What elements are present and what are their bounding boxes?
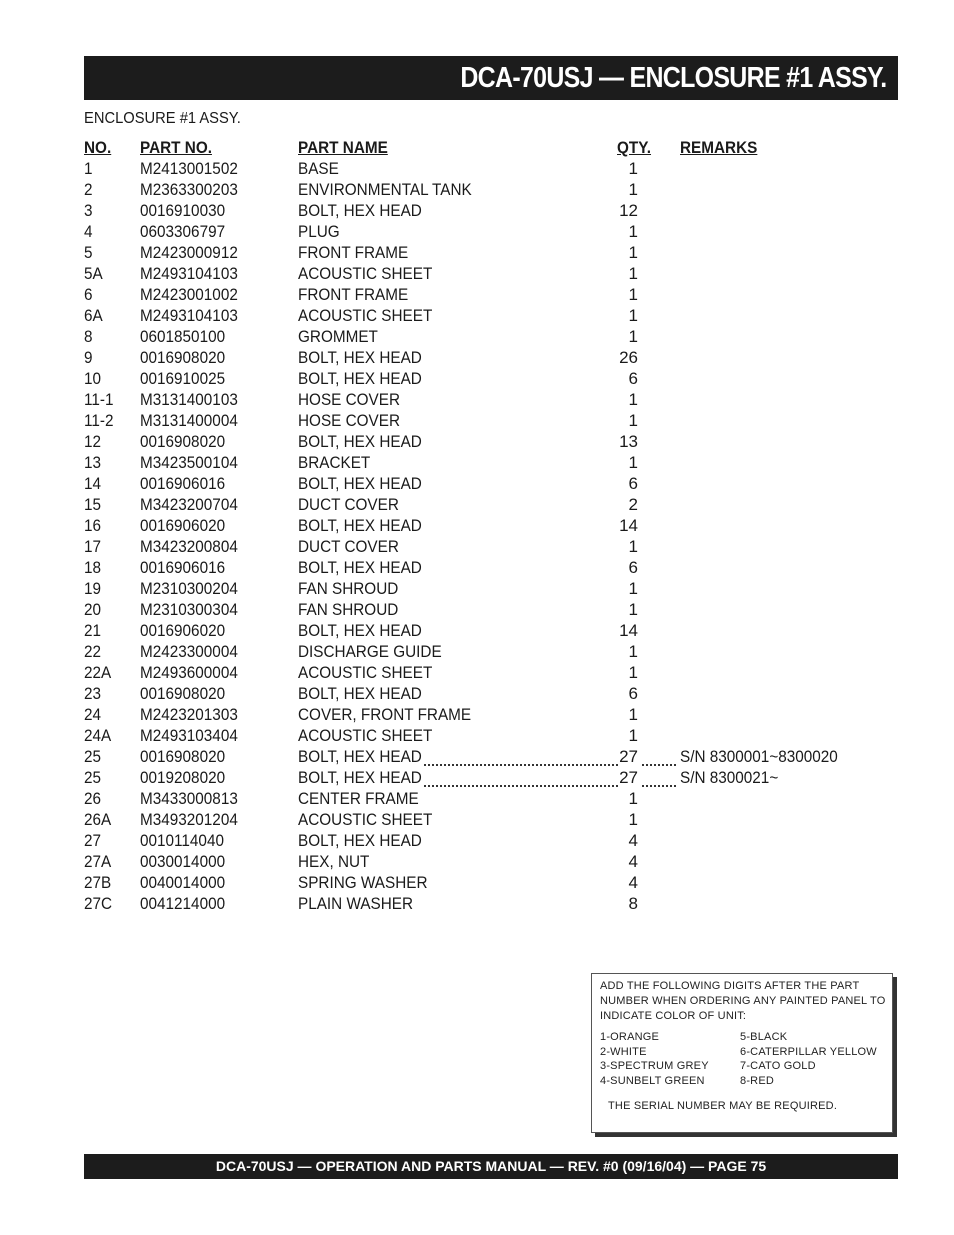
- part-number: M2423300004: [140, 642, 238, 661]
- column-header-remarks: REMARKS: [680, 138, 758, 157]
- table-row: [0, 264, 954, 285]
- part-number: M2423000912: [140, 243, 238, 262]
- remarks: S/N 8300021~: [680, 768, 779, 787]
- quantity: 6: [628, 558, 638, 577]
- part-number: M3131400004: [140, 411, 238, 430]
- table-header: [0, 138, 954, 159]
- quantity: 1: [628, 390, 638, 409]
- table-row: [0, 789, 954, 810]
- quantity: 6: [628, 684, 638, 703]
- page-footer-bar: [84, 1154, 898, 1179]
- part-name: BOLT, HEX HEAD: [298, 684, 422, 703]
- item-no: 21: [84, 621, 102, 640]
- table-row: [0, 579, 954, 600]
- part-name: COVER, FRONT FRAME: [298, 705, 472, 724]
- part-number: M3493201204: [140, 810, 238, 829]
- quantity: 1: [628, 789, 638, 808]
- part-name: DUCT COVER: [298, 495, 399, 514]
- item-no: 16: [84, 516, 102, 535]
- part-number: 0016908020: [140, 747, 226, 766]
- quantity: 27: [619, 768, 638, 787]
- part-name: BOLT, HEX HEAD: [298, 558, 422, 577]
- item-no: 27C: [84, 894, 113, 913]
- serial-note: THE SERIAL NUMBER MAY BE REQUIRED.: [608, 1100, 838, 1112]
- item-no: 18: [84, 558, 102, 577]
- table-row: [0, 306, 954, 327]
- table-row: [0, 348, 954, 369]
- table-row: [0, 747, 954, 768]
- quantity: 6: [628, 369, 638, 388]
- column-header-part-name: PART NAME: [298, 138, 388, 157]
- part-number: 0040014000: [140, 873, 226, 892]
- table-row: [0, 873, 954, 894]
- part-number: M3433000813: [140, 789, 238, 808]
- part-number: M2310300204: [140, 579, 238, 598]
- quantity: 1: [628, 159, 638, 178]
- item-no: 15: [84, 495, 102, 514]
- color-code: 1-ORANGE: [600, 1031, 660, 1043]
- quantity: 2: [628, 495, 638, 514]
- item-no: 1: [84, 159, 93, 178]
- quantity: 26: [619, 348, 638, 367]
- part-number: 0010114040: [140, 831, 224, 850]
- part-number: 0601850100: [140, 327, 226, 346]
- part-name: HEX, NUT: [298, 852, 370, 871]
- item-no: 20: [84, 600, 102, 619]
- part-name: DUCT COVER: [298, 537, 399, 556]
- table-row: [0, 663, 954, 684]
- quantity: 1: [628, 537, 638, 556]
- table-row: [0, 327, 954, 348]
- table-row: [0, 432, 954, 453]
- quantity: 1: [628, 600, 638, 619]
- item-no: 24: [84, 705, 102, 724]
- quantity: 1: [628, 243, 638, 262]
- item-no: 27B: [84, 873, 112, 892]
- part-name: GROMMET: [298, 327, 378, 346]
- part-number: M2493104103: [140, 306, 238, 325]
- quantity: 4: [628, 852, 638, 871]
- part-name: BOLT, HEX HEAD: [298, 432, 422, 451]
- part-name: BOLT, HEX HEAD: [298, 201, 422, 220]
- item-no: 26A: [84, 810, 112, 829]
- quantity: 27: [619, 747, 638, 766]
- quantity: 1: [628, 726, 638, 745]
- part-name: ENVIRONMENTAL TANK: [298, 180, 472, 199]
- color-code: 7-CATO GOLD: [740, 1060, 816, 1072]
- item-no: 24A: [84, 726, 112, 745]
- part-name: BOLT, HEX HEAD: [298, 369, 422, 388]
- item-no: 8: [84, 327, 93, 346]
- table-row: [0, 411, 954, 432]
- quantity: 6: [628, 474, 638, 493]
- part-name: BOLT, HEX HEAD: [298, 348, 422, 367]
- table-row: [0, 201, 954, 222]
- item-no: 19: [84, 579, 102, 598]
- quantity: 14: [619, 621, 638, 640]
- quantity: 4: [628, 873, 638, 892]
- item-no: 25: [84, 768, 102, 787]
- item-no: 6: [84, 285, 93, 304]
- quantity: 1: [628, 222, 638, 241]
- part-name: PLUG: [298, 222, 340, 241]
- part-name: CENTER FRAME: [298, 789, 419, 808]
- table-row: [0, 726, 954, 747]
- column-header-part-no: PART NO.: [140, 138, 212, 157]
- color-codes-left: [600, 1030, 709, 1088]
- quantity: 4: [628, 831, 638, 850]
- quantity: 1: [628, 579, 638, 598]
- quantity: 1: [628, 453, 638, 472]
- part-number: 0030014000: [140, 852, 226, 871]
- color-code: 4-SUNBELT GREEN: [600, 1074, 705, 1087]
- item-no: 25: [84, 747, 102, 766]
- paint-color-note: [591, 973, 893, 1133]
- part-number: M3131400103: [140, 390, 238, 409]
- item-no: 12: [84, 432, 102, 451]
- part-number: 0016908020: [140, 432, 226, 451]
- item-no: 2: [84, 180, 93, 199]
- table-row: [0, 684, 954, 705]
- part-number: M2493600004: [140, 663, 238, 682]
- table-row: [0, 243, 954, 264]
- dot-leader: [642, 783, 676, 787]
- part-name: BOLT, HEX HEAD: [298, 474, 422, 493]
- color-code: 6-CATERPILLAR YELLOW: [740, 1045, 877, 1058]
- color-code: 3-SPECTRUM GREY: [600, 1060, 709, 1072]
- quantity: 1: [628, 642, 638, 661]
- part-number: M3423500104: [140, 453, 238, 472]
- item-no: 13: [84, 453, 102, 472]
- part-name: BOLT, HEX HEAD: [298, 621, 422, 640]
- table-row: [0, 453, 954, 474]
- part-number: 0016906020: [140, 516, 226, 535]
- page-footer: DCA-70USJ — OPERATION AND PARTS MANUAL — REV. #0 (09/16/04) — PAGE 75: [215, 1158, 767, 1174]
- table-row: [0, 642, 954, 663]
- table-row: [0, 600, 954, 621]
- part-number: 0041214000: [140, 894, 226, 913]
- part-name: FRONT FRAME: [298, 243, 409, 262]
- item-no: 5: [84, 243, 93, 262]
- part-name: DISCHARGE GUIDE: [298, 642, 442, 661]
- table-row: [0, 516, 954, 537]
- quantity: 1: [628, 810, 638, 829]
- part-name: ACOUSTIC SHEET: [298, 726, 433, 745]
- table-row: [0, 495, 954, 516]
- dot-leader: [424, 783, 618, 787]
- part-name: BOLT, HEX HEAD: [298, 747, 422, 766]
- quantity: 1: [628, 180, 638, 199]
- part-name: BOLT, HEX HEAD: [298, 831, 422, 850]
- item-no: 22: [84, 642, 102, 661]
- table-row: [0, 705, 954, 726]
- part-number: M2493103404: [140, 726, 238, 745]
- table-row: [0, 621, 954, 642]
- column-header-no: NO.: [84, 138, 112, 157]
- part-number: M2413001502: [140, 159, 238, 178]
- section-label: ENCLOSURE #1 ASSY.: [84, 110, 241, 127]
- item-no: 27A: [84, 852, 112, 871]
- part-name: BOLT, HEX HEAD: [298, 516, 422, 535]
- quantity: 1: [628, 663, 638, 682]
- part-name: ACOUSTIC SHEET: [298, 264, 433, 283]
- part-number: 0016906016: [140, 474, 226, 493]
- quantity: 1: [628, 306, 638, 325]
- column-header-qty: QTY.: [617, 138, 652, 157]
- table-row: [0, 285, 954, 306]
- part-number: M3423200704: [140, 495, 238, 514]
- item-no: 11-2: [84, 411, 114, 430]
- item-no: 27: [84, 831, 102, 850]
- item-no: 9: [84, 348, 93, 367]
- dot-leader: [424, 762, 618, 766]
- page-header-bar: [84, 56, 898, 100]
- part-number: 0016906020: [140, 621, 226, 640]
- part-name: ACOUSTIC SHEET: [298, 810, 433, 829]
- table-row: [0, 222, 954, 243]
- color-code: 5-BLACK: [740, 1031, 788, 1043]
- table-row: [0, 810, 954, 831]
- table-row: [0, 852, 954, 873]
- color-code: 2-WHITE: [600, 1045, 647, 1058]
- part-name: BRACKET: [298, 453, 371, 472]
- part-name: BOLT, HEX HEAD: [298, 768, 422, 787]
- page-title: DCA-70USJ — ENCLOSURE #1 ASSY.: [459, 62, 886, 94]
- part-name: HOSE COVER: [298, 390, 401, 409]
- table-row: [0, 159, 954, 180]
- quantity: 1: [628, 285, 638, 304]
- part-number: M2423001002: [140, 285, 238, 304]
- item-no: 10: [84, 369, 102, 388]
- item-no: 17: [84, 537, 102, 556]
- part-name: FAN SHROUD: [298, 600, 399, 619]
- note-intro: ADD THE FOLLOWING DIGITS AFTER THE PART NUMBER WHEN ORDERING ANY PAINTED PANEL TO INDICATE COLOR OF UNIT:: [600, 980, 886, 1022]
- part-number: 0016910025: [140, 369, 226, 388]
- part-name: FRONT FRAME: [298, 285, 409, 304]
- item-no: 22A: [84, 663, 112, 682]
- part-number: 0603306797: [140, 222, 226, 241]
- table-row: [0, 831, 954, 852]
- item-no: 5A: [84, 264, 103, 283]
- table-row: [0, 768, 954, 789]
- part-number: 0016908020: [140, 348, 226, 367]
- part-name: HOSE COVER: [298, 411, 401, 430]
- part-name: BASE: [298, 159, 339, 178]
- part-number: 0016906016: [140, 558, 226, 577]
- item-no: 4: [84, 222, 93, 241]
- item-no: 23: [84, 684, 102, 703]
- part-name: PLAIN WASHER: [298, 894, 414, 913]
- quantity: 14: [619, 516, 638, 535]
- part-number: M2310300304: [140, 600, 238, 619]
- quantity: 1: [628, 264, 638, 283]
- table-row: [0, 369, 954, 390]
- item-no: 3: [84, 201, 93, 220]
- part-number: M2493104103: [140, 264, 238, 283]
- part-number: 0016908020: [140, 684, 226, 703]
- quantity: 1: [628, 705, 638, 724]
- color-codes-right: [740, 1030, 877, 1088]
- quantity: 12: [619, 201, 638, 220]
- table-row: [0, 558, 954, 579]
- color-code: 8-RED: [740, 1074, 775, 1087]
- quantity: 1: [628, 411, 638, 430]
- table-row: [0, 180, 954, 201]
- item-no: 26: [84, 789, 102, 808]
- part-name: FAN SHROUD: [298, 579, 399, 598]
- part-name: ACOUSTIC SHEET: [298, 663, 433, 682]
- part-number: 0016910030: [140, 201, 226, 220]
- dot-leader: [642, 762, 676, 766]
- remarks: S/N 8300001~8300020: [680, 747, 838, 766]
- table-row: [0, 537, 954, 558]
- quantity: 8: [628, 894, 638, 913]
- part-number: M2363300203: [140, 180, 238, 199]
- table-row: [0, 894, 954, 915]
- table-row: [0, 474, 954, 495]
- quantity: 13: [619, 432, 638, 451]
- item-no: 6A: [84, 306, 103, 325]
- item-no: 14: [84, 474, 102, 493]
- part-name: ACOUSTIC SHEET: [298, 306, 433, 325]
- item-no: 11-1: [84, 390, 114, 409]
- part-number: M3423200804: [140, 537, 238, 556]
- table-row: [0, 390, 954, 411]
- quantity: 1: [628, 327, 638, 346]
- part-name: SPRING WASHER: [298, 873, 428, 892]
- part-number: M2423201303: [140, 705, 238, 724]
- part-number: 0019208020: [140, 768, 226, 787]
